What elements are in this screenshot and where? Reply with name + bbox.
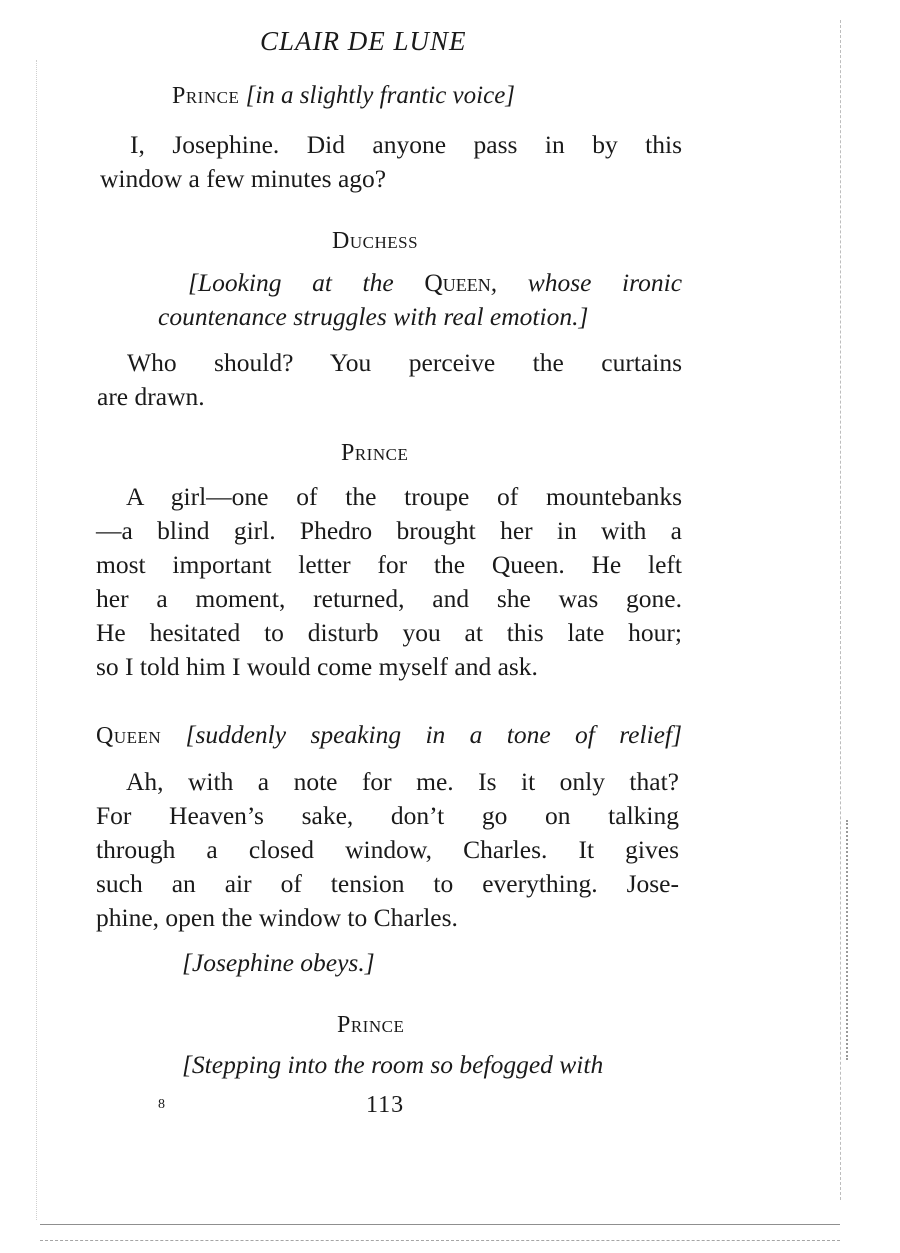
- speech-2-text: [97, 346, 682, 414]
- page-edge-right: [840, 20, 841, 1200]
- speech-2-direction-line-1: [188, 268, 682, 298]
- signature-mark: 8: [158, 1097, 165, 1112]
- speech-2-direction-line-2: countenance struggles with real emotion.]: [158, 302, 589, 331]
- speech-5-speaker: Prince: [337, 1012, 405, 1038]
- page-edge-bottom-marks: [40, 1240, 840, 1241]
- text-line: window a few minutes ago?: [100, 164, 387, 193]
- speech-1-heading: [172, 82, 515, 110]
- character-ref: Queen: [424, 268, 491, 297]
- speaker-name: Prince: [172, 83, 240, 109]
- speech-2-speaker: Duchess: [332, 228, 419, 254]
- stage-direction: [in a slightly frantic voice]: [245, 82, 516, 109]
- page-edge-right-marks: [846, 820, 848, 1060]
- text-line: —a blind girl. Phedro brought her in with a: [96, 516, 682, 545]
- page-edge-left: [36, 60, 37, 1220]
- text-line: He hesitated to disturb you at this late hour;: [96, 618, 682, 647]
- page-number: 113: [366, 1092, 405, 1118]
- running-header: CLAIR DE LUNE: [260, 26, 467, 56]
- page-edge-bottom: [40, 1224, 840, 1225]
- stage-direction: , whose ironic: [490, 268, 683, 297]
- speech-3-speaker: Prince: [341, 440, 409, 466]
- text-line: such an air of tension to everything. Jose-: [96, 869, 679, 898]
- stage-direction: [suddenly speaking in a tone of relief]: [185, 720, 682, 749]
- text-line: I, Josephine. Did anyone pass in by this: [130, 130, 682, 159]
- text-line: phine, open the window to Charles.: [96, 903, 458, 932]
- text-line: most important letter for the Queen. He left: [96, 550, 682, 579]
- stage-direction: [Looking at the: [188, 268, 394, 297]
- text-line: For Heaven’s sake, don’t go on talking: [96, 801, 679, 830]
- speech-3-text: [96, 480, 682, 684]
- speech-4-heading: [96, 720, 682, 750]
- speech-1-text: [100, 128, 682, 196]
- speech-5-direction: [Stepping into the room so befogged with: [182, 1050, 604, 1079]
- speaker-name: Queen: [96, 723, 162, 749]
- text-line: so I told him I would come myself and ask.: [96, 652, 538, 681]
- text-line: Who should? You perceive the curtains: [127, 348, 682, 377]
- text-line: through a closed window, Charles. It gives: [96, 835, 679, 864]
- text-line: Ah, with a note for me. Is it only that?: [126, 767, 679, 796]
- text-line: A girl—one of the troupe of mountebanks: [126, 482, 682, 511]
- text-line: are drawn.: [97, 382, 205, 411]
- stage-direction-josephine: [Josephine obeys.]: [182, 948, 375, 977]
- text-line: her a moment, returned, and she was gone.: [96, 584, 682, 613]
- speech-4-text: [96, 765, 679, 935]
